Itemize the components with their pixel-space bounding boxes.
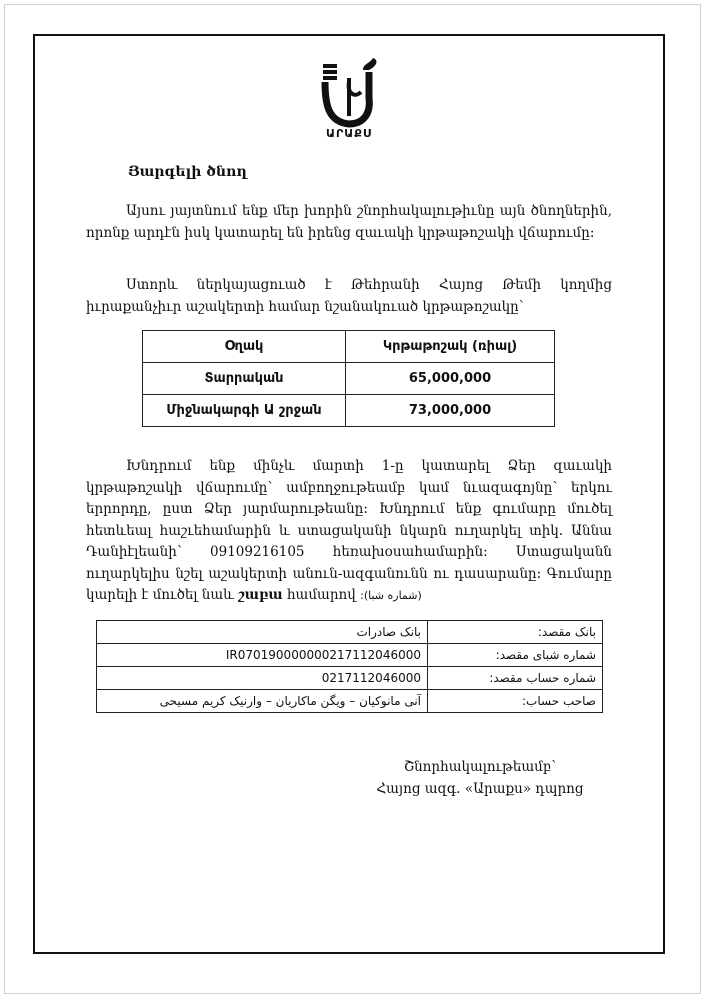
- iban-label: شماره شبای مقصد:: [428, 644, 603, 667]
- table-row: [97, 667, 603, 690]
- paragraph-2-text: Ստորև ներկայացուած է Թեհրանի Հայոց Թեմի կողմից իւրաքանչիւր աշակերտի համար նշանակուած կրթաթոշակը՝: [86, 277, 612, 315]
- table-cell-fee: 65,000,000: [346, 363, 555, 395]
- signature-block: [360, 756, 600, 800]
- signature-line-1: Շնորհակալութեամբ՝: [403, 759, 557, 775]
- table-row: [97, 621, 603, 644]
- paragraph-3-text: Խնդրում ենք մինչև մարտի 1-ը կատարել Ձեր զաւակի կրթաթոշակի վճարումը՝ ամբողջութեամբ կամ նւազագոյնը՝ երկու երրորդը, ըստ Ձեր յարմարութեանը: Խնդրում ենք գումարը մուծել հետևեալ հաշւեհամարին և ստացականի նկարն ուղարկել տիկ. Աննա Դանիէլեանի՝ 09109216105 հեռախօսահամարին: Ստացականն ուղարկելիս նշել աշակերտի անուն-ազգանունն ու դասարանը: Գումարը կարելի է մուծել նաև: [86, 458, 612, 603]
- bank-value: بانک صادرات: [97, 621, 428, 644]
- table-row: [97, 644, 603, 667]
- paragraph-1: [86, 201, 612, 244]
- logo-wordmark: ԱՐԱՔՍ: [326, 127, 372, 140]
- table-row: [143, 363, 555, 395]
- account-value: 0217112046000: [97, 667, 428, 690]
- bank-label: بانک مقصد:: [428, 621, 603, 644]
- paragraph-3: [86, 456, 612, 607]
- table-header-cell: Օղակ: [143, 331, 346, 363]
- table-cell-level: Միջնակարգի Ա շրջան: [143, 395, 346, 427]
- paragraph-3-bold-word: շաբա: [238, 587, 283, 603]
- holder-value: آنی مانوکیان – ویگن ماکاریان – وارنیک کریم مسیحی: [97, 690, 428, 713]
- paragraph-1-text: Այսու յայտնում ենք մեր խորին շնորհակալութիւնը այն ծնողներին, որոնք արդէն իսկ կատարել են իրենց զաւակի կրթաթոշակի վճարումը:: [86, 203, 612, 241]
- table-cell-level: Տարրական: [143, 363, 346, 395]
- paragraph-3-after: համարով: [286, 587, 356, 603]
- bank-details-table: [96, 620, 603, 713]
- table-header-cell: Կրթաթոշակ (ռիալ): [346, 331, 555, 363]
- paragraph-3-note: (شماره شبا):: [360, 589, 422, 602]
- tuition-table: [142, 330, 555, 427]
- greeting: Յարգելի ծնող: [128, 164, 247, 180]
- account-label: شماره حساب مقصد:: [428, 667, 603, 690]
- paragraph-2: [86, 275, 612, 318]
- table-cell-fee: 73,000,000: [346, 395, 555, 427]
- holder-label: صاحب حساب:: [428, 690, 603, 713]
- iban-value: IR070190000000217112046000: [97, 644, 428, 667]
- signature-line-2: Հայոց ազգ. «Արաքս» դպրոց: [376, 781, 584, 797]
- table-header-row: [143, 331, 555, 363]
- table-row: [143, 395, 555, 427]
- table-row: [97, 690, 603, 713]
